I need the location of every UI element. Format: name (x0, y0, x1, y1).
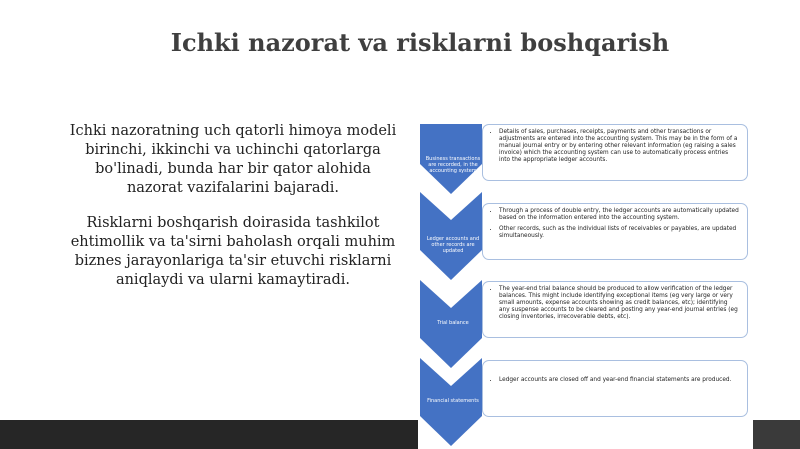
step-4-bullet-1: • Ledger accounts are closed off and year-end financial statements are produced. (499, 377, 739, 384)
process-diagram (418, 112, 753, 449)
step-4-box (482, 360, 748, 417)
paragraph-three-lines-model: Ichki nazoratning uch qatorli himoya modeli birinchi, ikkinchi va uchinchi qatorlarga bo'linadi, bunda har bir qator alohida nazorat vazifalarini bajaradi. (69, 123, 397, 196)
step-2-bullet-2: • Other records, such as the individual lists of receivables or payables, are updated simultaneously. (499, 226, 739, 240)
step-3-bullet-1: • The year-end trial balance should be produced to allow verification of the ledger balances. This might include identifying exceptional items (eg very large or very small amounts, expense accounts showing as credit balances, etc); identifying any suspense accounts to be cleared and posting any year-end journal entries (eg closing inventories, irrecoverable debts, etc). (499, 286, 739, 321)
footer-corner-block (753, 420, 800, 449)
step-1-bullet-1: • Details of sales, purchases, receipts, payments and other transactions or adjustments are entered into the accounting system. This may be in the form of a manual journal entry or by entering other relevant information (eg raising a sales invoice) which the accounting system can use to automatically process entries into the appropriate ledger accounts. (499, 129, 739, 164)
step-2-bullet-1: • Through a process of double entry, the ledger accounts are automatically updated based on the information entered into the accounting system. (499, 208, 739, 222)
slide-title: Ichki nazorat va risklarni boshqarish (170, 28, 670, 57)
chevron-label-3: Trial balance (437, 320, 469, 326)
step-3-box (482, 281, 748, 338)
chevron-label-1: Business transactions are recorded, in the accounting system (425, 156, 481, 174)
step-1-box (482, 124, 748, 181)
chevron-label-2: Ledger accounts and other records are updated (426, 236, 480, 254)
chevron-label-4: Financial statements (427, 398, 479, 404)
body-text (66, 122, 400, 306)
paragraph-risk-management: Risklarni boshqarish doirasida tashkilot ehtimollik va ta'sirni baholash orqali muhim biznes jarayonlariga ta'sir etuvchi risklarni aniqlaydi va ularni kamaytiradi. (70, 215, 396, 288)
step-2-box (482, 203, 748, 260)
